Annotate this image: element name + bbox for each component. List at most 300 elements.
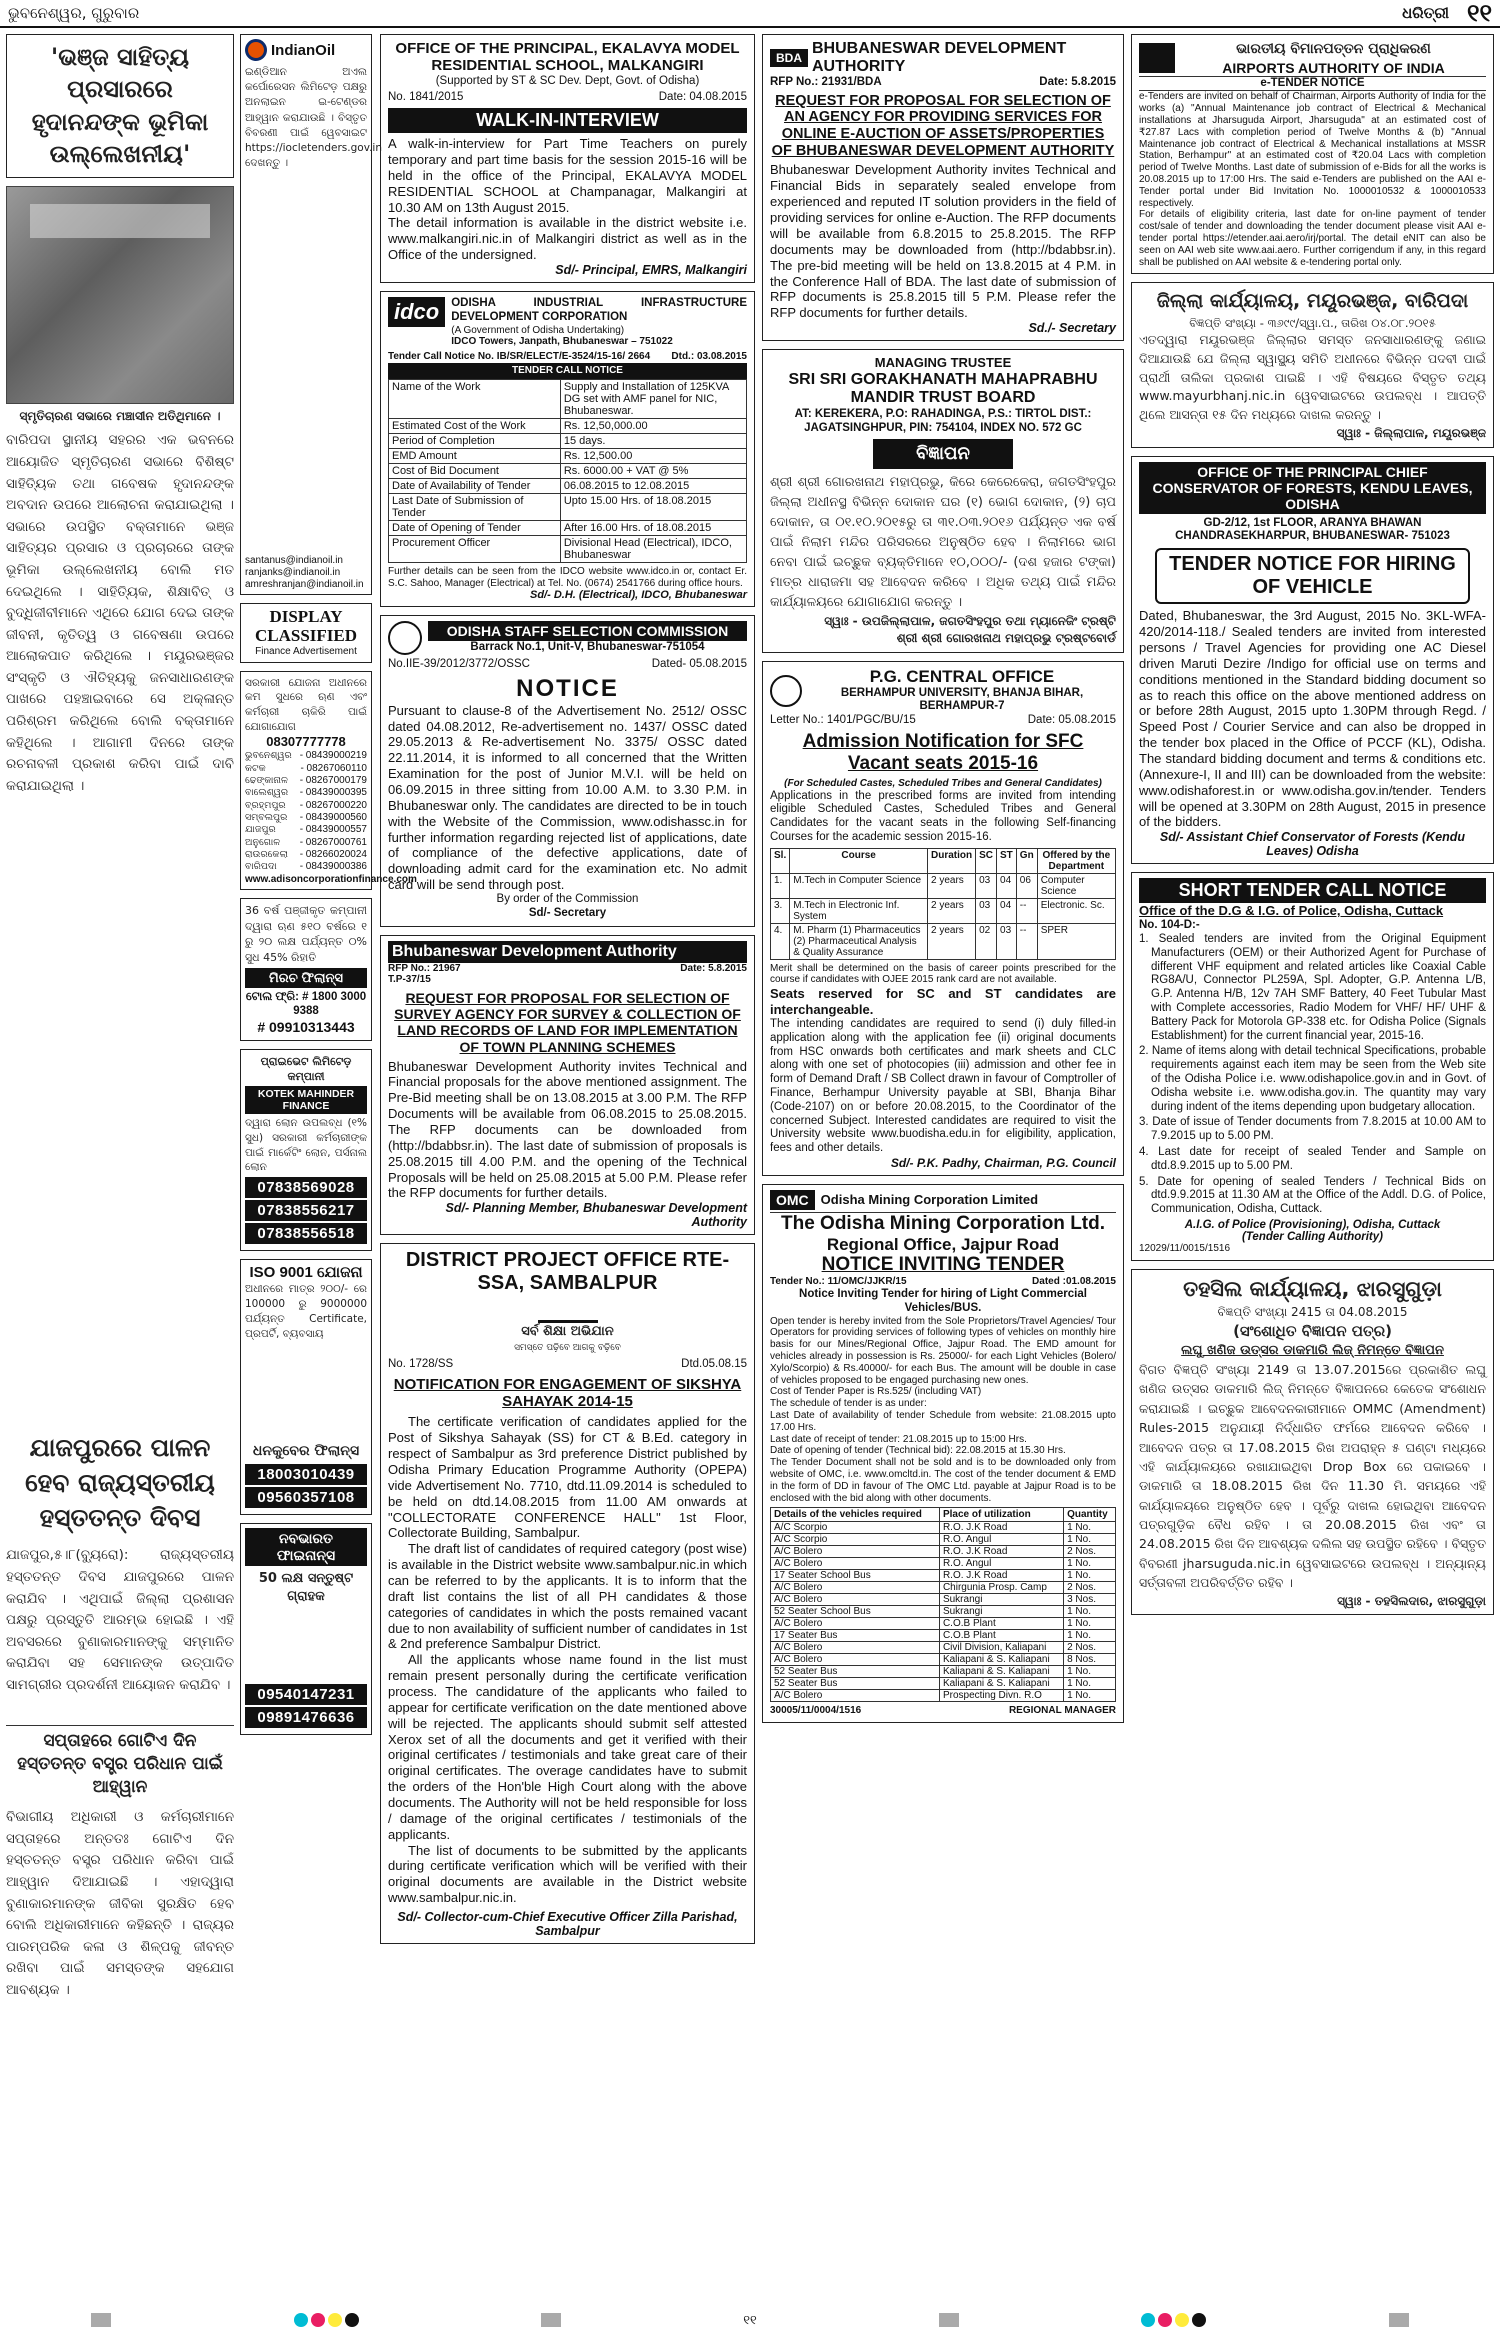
branch-phone: - 08266020024 [299, 848, 367, 860]
table-cell: A/C Bolero [771, 1582, 940, 1594]
indianoil-contact-3: amreshranjan@indianoil.in [245, 578, 364, 590]
rte-logo-sub: ସମସ୍ତେ ପଢ଼ିବେ ଆଗକୁ ବଢ଼ିବେ [514, 1342, 621, 1353]
table-cell: 1 No. [1064, 1630, 1116, 1642]
rte-notice [380, 1243, 755, 1944]
table-row [389, 448, 747, 463]
branch-place: କଟକ [245, 762, 266, 774]
iso-phones [245, 1464, 367, 1508]
table-cell: 1 No. [1064, 1558, 1116, 1570]
pg-sub: BERHAMPUR UNIVERSITY, BHANJA BIHAR, BERHAMPUR-7 [840, 686, 1084, 713]
idco-addr: IDCO Towers, Janpath, Bhubaneswar – 751022 [451, 336, 673, 348]
omc-body: Open tender is hereby invited from the Sole Proprietors/Travel Agencies/ Tour Operators for providing services of following types of vehicles on monthly hire basis for our Mines/Regional Office, Jajpur Road. The EMD amount for vehicles already in possession is Rs. 25000/- for each Light Vehicles (Bolero/ Xylo/Scorpio) & Rs.40000/- for each Bus. The amount will be double in case of vehicles proposed to be engaged purchasing new ones. [770, 1315, 1116, 1386]
ossc-date: Dated- 05.08.2015 [651, 658, 747, 671]
table-cell: A/C Bolero [771, 1594, 940, 1606]
news-photo [6, 186, 234, 404]
table-row [771, 1522, 1116, 1534]
table-row [771, 1618, 1116, 1630]
jharsuguda-title: ତହସିଲ କାର୍ଯ୍ୟାଳୟ, ଝାରସୁଗୁଡ଼ା [1183, 1276, 1442, 1301]
table-cell: 1 No. [1064, 1678, 1116, 1690]
table-cell: R.O. Angul [939, 1558, 1063, 1570]
iso-head: ISO 9001 ଯୋଜନା [249, 1264, 363, 1282]
omc-no: Tender No.: 11/OMC/JJKR/15 [770, 1276, 907, 1288]
bda1-sign: Sd./- Secretary [1028, 321, 1116, 336]
table-row [771, 1546, 1116, 1558]
omc-code: 30005/11/0004/1516 [770, 1705, 862, 1717]
omc-cost: Cost of Tender Paper is Rs.525/ (including VAT) [770, 1386, 982, 1398]
loan-site: www.adisoncorporationfinance.com [245, 873, 417, 885]
table-cell: -- [1016, 898, 1037, 923]
display-classified-sub: Finance Advertisement [255, 645, 357, 657]
list-item: 3. Date of issue of Tender documents from 7.8.2015 at 10.00 AM to 7.9.2015 up to 5.00 PM. [1139, 1116, 1486, 1143]
table-row [771, 1570, 1116, 1582]
table-cell: R.O. J.K Road [939, 1546, 1063, 1558]
indianoil-logo-icon [245, 39, 267, 61]
branch-place: ସମ୍ବଲପୁର [245, 811, 288, 823]
display-classified-title: DISPLAY CLASSIFIED [254, 607, 358, 646]
omc-last: Last Date of availability of tender Schedule from website: 21.08.2015 upto 17.00 Hrs. [770, 1409, 1116, 1433]
table-cell-value: Divisional Head (Electrical), IDCO, Bhubaneswar [560, 535, 746, 562]
gray-swatch-icon [939, 2313, 959, 2327]
kotak-head: ପ୍ରାଇଭେଟ ଲିମିଟେଡ଼ କମ୍ପାନୀ [260, 1054, 352, 1084]
idco-logo: idco [388, 297, 445, 327]
table-cell-key: Procurement Officer [389, 535, 561, 562]
mirada-text: 36 ବର୍ଷ ପଞ୍ଜୀକୃତ କମ୍ପାନୀ ଦ୍ୱାରା ଋଣ ୫୧୦ ବର୍ଷରେ ୧ ରୁ ୨୦ ଲକ୍ଷ ପର୍ଯ୍ୟନ୍ତ ୦% ସୁଧ 45% ରିହାତି [245, 904, 367, 964]
branch-phone: - 08439000219 [299, 750, 367, 762]
aai-notice [1131, 34, 1494, 274]
police-no: No. 104-D:- [1139, 919, 1200, 932]
phone-number: 07838569028 [245, 1177, 367, 1198]
table-cell-key: Date of Opening of Tender [389, 520, 561, 535]
iso-name: ଧନକୁବେର ଫିଲାନ୍ସ [252, 1443, 360, 1460]
footer-page-number: ୧୧ [743, 2312, 757, 2328]
omc-table [770, 1507, 1116, 1702]
table-cell: 04 [997, 898, 1017, 923]
omc-heading: NOTICE INVITING TENDER [821, 1254, 1065, 1276]
table-header-cell: Quantity [1064, 1508, 1116, 1522]
branch-phone: - 08439000386 [299, 861, 367, 873]
table-cell: 06 [1016, 873, 1037, 898]
idco-notice-no: Tender Call Notice No. IB/SR/ELECT/E-3524/15-16/ 2664 [388, 351, 651, 363]
table-cell: R.O. J.K Road [939, 1570, 1063, 1582]
pg-heading: Admission Notification for SFC Vacant seats 2015-16 [802, 731, 1084, 774]
rte-logo-text: ସର୍ବ ଶିକ୍ଷା ଅଭିଯାନ [521, 1324, 614, 1340]
gorakhnath-notice [762, 349, 1124, 653]
indianoil-text: ଇଣ୍ଡିଆନ ଅଏଲ କର୍ପୋରେସନ ଲିମିଟେଡ଼ ପକ୍ଷରୁ ଅନଲାଇନ ଇ-ଟେଣ୍ଡର ଆହ୍ୱାନ କରାଯାଉଛି । ବିସ୍ତୃତ ବିବରଣୀ ପାଇଁ ୱେବସାଇଟ https://iocletenders.gov.in ଦେଖନ୍ତୁ । [245, 66, 383, 170]
pg-title: P.G. CENTRAL OFFICE [869, 667, 1055, 687]
idco-sign: Sd/- D.H. (Electrical), IDCO, Bhubaneswar [530, 589, 747, 602]
police-sign-2: (Tender Calling Authority) [1242, 1230, 1383, 1243]
table-cell: Kaliapani & S. Kaliapani [939, 1666, 1063, 1678]
list-item: 2. Name of items along with detail technical Specifications, probable requirements against each item may be seen from the Web site of the Odisha Police i.e. www.odishapolice.gov.in and in Govt. of Odisha website i.e. www.odisha.gov.in. The quantity may vary during indent of the items depending upon budgetary allocation. [1139, 1045, 1486, 1113]
navbharat-text: 50 ଲକ୍ଷ ସନ୍ତୁଷ୍ଟ ଗ୍ରାହକ [258, 1571, 354, 1605]
table-cell: A/C Bolero [771, 1642, 940, 1654]
phone-number: 09891476636 [245, 1707, 367, 1728]
pg-notice [762, 661, 1124, 1176]
ekalavya-title: OFFICE OF THE PRINCIPAL, EKALAVYA MODEL RESIDENTIAL SCHOOL, MALKANGIRI [395, 40, 740, 75]
branch-phone: - 08439000395 [299, 787, 367, 799]
table-cell: 1 No. [1064, 1534, 1116, 1546]
ossc-sign-1: By order of the Commission [496, 893, 639, 906]
table-cell-value: After 16.00 Hrs. of 18.08.2015 [560, 520, 746, 535]
display-classified [240, 603, 372, 662]
table-cell: 2 Nos. [1064, 1546, 1116, 1558]
table-cell: R.O. J.K Road [939, 1522, 1063, 1534]
pg-sign: Sd/- P.K. Padhy, Chairman, P.G. Council [890, 1155, 1116, 1170]
bda1-title: BHUBANESWAR DEVELOPMENT AUTHORITY [812, 40, 1067, 75]
rte-no: No. 1728/SS [388, 1358, 454, 1371]
table-cell: 3 Nos. [1064, 1594, 1116, 1606]
idco-table [388, 379, 747, 563]
ekalavya-sub: (Supported by ST & SC Dev. Dept, Govt. of Odisha) [435, 74, 700, 87]
forest-heading: TENDER NOTICE FOR HIRING OF VEHICLE [1155, 548, 1470, 604]
table-cell: 2 Nos. [1064, 1582, 1116, 1594]
story-2: ଯାଜପୁର,୫।୮(ବ୍ୟୁରୋ): ରାଜ୍ୟସ୍ତରୀୟ ହସ୍ତତନ୍ତ ଦିବସ ଯାଜପୁରରେ ପାଳନ କରାଯିବ । ଏଥିପାଇଁ ଜିଲ୍ଲା ପ୍ରଶାସନ ପକ୍ଷରୁ ପ୍ରସ୍ତୁତି ଆରମ୍ଭ ହୋଇଛି । ଏହି ଅବସରରେ ବୁଣାକାରମାନଙ୍କୁ ସମ୍ମାନିତ କରାଯିବା ସହ ସେମାନଙ୍କ ଉତ୍ପାଦିତ ସାମଗ୍ରୀର ପ୍ରଦର୍ଶନୀ ଆୟୋଜନ କରାଯିବ । [6, 1547, 234, 1693]
idco-bar: TENDER CALL NOTICE [388, 363, 747, 379]
table-cell: 17 Seater School Bus [771, 1570, 940, 1582]
bda1-rfp: RFP No.: 21931/BDA [770, 76, 882, 88]
table-row [389, 535, 747, 562]
jharsuguda-sub: ଲଘୁ ଖଣିଜ ଉତ୍ସର ଡାକମାରି ଲିଜ୍ ନିମନ୍ତେ ବିଜ୍ଞାପନ [1181, 1342, 1444, 1358]
rte-logo-icon [538, 1299, 598, 1323]
branch-row [245, 812, 367, 824]
table-row [389, 433, 747, 448]
branch-phone: - 08267000761 [299, 836, 367, 848]
branch-place: ଭୁବନେଶ୍ୱର [245, 750, 292, 762]
table-row [771, 873, 1116, 898]
table-cell: SPER [1037, 923, 1115, 959]
forest-sign: Sd/- Assistant Chief Conservator of Forests (Kendu Leaves) Odisha [1159, 830, 1466, 859]
table-cell: A/C Bolero [771, 1618, 940, 1630]
phone-number: 07838556518 [245, 1223, 367, 1244]
table-cell-value: Rs. 6000.00 + VAT @ 5% [560, 463, 746, 478]
table-cell: 1 No. [1064, 1690, 1116, 1702]
iso-ad [240, 1259, 372, 1515]
table-cell: Prospecting Divn. R.O [939, 1690, 1063, 1702]
mirada-ad [240, 898, 372, 1040]
header-date: ଭୁବନେଶ୍ୱର, ଗୁରୁବାର [8, 4, 140, 22]
gorakhnath-addr: AT: KEREKERA, P.O: RAHADINGA, P.S.: TIRTOL DIST.: JAGATSINGHPUR, PIN: 754104, INDEX NO. 572 GC [794, 407, 1092, 434]
cmyk-marks-icon [1141, 2313, 1206, 2327]
table-row [389, 463, 747, 478]
table-header-cell: Sl. [771, 848, 790, 873]
story-3: ବିଭାଗୀୟ ଅଧିକାରୀ ଓ କର୍ମଚାରୀମାନେ ସପ୍ତାହରେ ଅନ୍ତତଃ ଗୋଟିଏ ଦିନ ହସ୍ତତନ୍ତ ବସ୍ତ୍ର ପରିଧାନ କରିବା ପାଇଁ ଆହ୍ୱାନ ଦିଆଯାଇଛି । ଏହାଦ୍ୱାରା ବୁଣାକାରମାନଙ୍କ ଜୀବିକା ସୁରକ୍ଷିତ ହେବ ବୋଲି ଅଧିକାରୀମାନେ କହିଛନ୍ତି । ରାଜ୍ୟର ପାରମ୍ପରିକ କଳା ଓ ଶିଳ୍ପକୁ ଜୀବନ୍ତ ରଖିବା ପାଇଁ ସମସ୍ତଙ୍କ ସହଯୋଗ ଆବଶ୍ୟକ । [6, 1809, 234, 1998]
headline-3: ସପ୍ତାହରେ ଗୋଟିଏ ଦିନ ହସ୍ତତନ୍ତ ବସ୍ତ୍ର ପରିଧାନ ପାଇଁ ଆହ୍ୱାନ [6, 1725, 234, 1799]
ekalavya-no: No. 1841/2015 [388, 91, 464, 104]
table-header-cell: Offered by the Department [1037, 848, 1115, 873]
table-cell: A/C Bolero [771, 1546, 940, 1558]
table-cell: 2 years [928, 898, 976, 923]
branch-list [245, 750, 367, 873]
headline-2: ଯାଜପୁରରେ ପାଳନ ହେବ ରାଜ୍ୟସ୍ତରୀୟ ହସ୍ତତନ୍ତ ଦିବସ [25, 1433, 215, 1533]
table-cell: Computer Science [1037, 873, 1115, 898]
branch-row [245, 750, 367, 762]
table-header-cell: Place of utilization [939, 1508, 1063, 1522]
phone-number: 09540147231 [245, 1684, 367, 1705]
table-row [389, 379, 747, 418]
rte-date: Dtd.05.08.15 [681, 1358, 747, 1371]
pg-body: The intending candidates are required to send (i) duly filled-in application along with the application fee (ii) original documents from HSC onwards both certificates and mark sheets and CLC along with one set of photocopies (iii) admission and other fee in form of Demand Draft / SB Collect drawn in favour of Comptroller of Finance, Berhampur University payable at SBI, Bhanja Bihar (Code-2107) on or before 20.08.2015, to the Coordinator of the concerned Subject. Interested candidates are required to visit the University website www.buodisha.edu.in for eligibility, application, fees and other details. [770, 1018, 1116, 1155]
gorakhnath-body: ଶ୍ରୀ ଶ୍ରୀ ଗୋରଖନାଥ ମହାପ୍ରଭୁ, କିରେ କେରେକେରା, ଜଗତସିଂହପୁର ଜିଲ୍ଲା ଅଧୀନସ୍ଥ ବିଭିନ୍ନ ଦୋକାନ ଘର (୧) ଭୋଗ ଦୋକାନ, (୨) ଚାପ ଦୋକାନ, ତା ୦୧.୧୦.୨୦୧୫ରୁ ତା ୩୧.୦୩.୨୦୧୬ ପର୍ଯ୍ୟନ୍ତ ଏକ ବର୍ଷ ପାଇଁ ନିଲାମ ମନ୍ଦିର ପରିସରରେ ଅନୁଷ୍ଠିତ ହେବ । ନିଲାମରେ ଭାଗ ନେବା ପାଇଁ ଇଚ୍ଛୁକ ବ୍ୟକ୍ତିମାନେ ୧୦,୦୦୦/- (ଦଶ ହଜାର ଟଙ୍କା) ମାତ୍ର ଧାରାଜମା ସହ ଆବେଦନ କରିବେ । ଅଧିକ ତଥ୍ୟ ପାଇଁ ମନ୍ଦିର କାର୍ଯ୍ୟାଳୟରେ ଯୋଗାଯୋଗ କରନ୍ତୁ । [770, 474, 1116, 611]
column-5 [1131, 34, 1494, 2300]
indianoil-contact-2: ranjanks@indianoil.in [245, 566, 341, 578]
pg-intro: Applications in the prescribed forms are invited from intending eligible Scheduled Castes, Scheduled Tribes and General Candidates for the vacant seats in the following Self-financing Courses for the academic session 2015-16. [770, 789, 1116, 843]
table-cell: Kaliapani & S. Kaliapani [939, 1654, 1063, 1666]
table-cell: 2 Nos. [1064, 1642, 1116, 1654]
table-cell-value: 06.08.2015 to 12.08.2015 [560, 478, 746, 493]
table-cell: 1 No. [1064, 1522, 1116, 1534]
table-cell: M. Pharm (1) Pharmaceutics (2) Pharmaceutical Analysis & Quality Assurance [790, 923, 928, 959]
bda2-title: Bhubaneswar Development Authority [388, 941, 747, 963]
navbharat-phones [245, 1684, 367, 1728]
table-cell: 02 [976, 923, 997, 959]
table-cell: 17 Seater Bus [771, 1630, 940, 1642]
omc-sign: REGIONAL MANAGER [1008, 1705, 1116, 1717]
newspaper-name: ଧରିତ୍ରୀ [1402, 4, 1449, 22]
omc-website: The Tender Document shall not be sold and is to be downloaded only from website of OMC, i.e. www.omcltd.in. The cost of the tender document & EMD in the form of DD in favour of The OMC Ltd. payable at Jajpur Road is to be enclosed with the bid along with other documents. [770, 1457, 1116, 1504]
table-cell: C.O.B Plant [939, 1618, 1063, 1630]
branch-phone: - 08267000220 [299, 799, 367, 811]
table-cell: Sukrangi [939, 1606, 1063, 1618]
story-1: ବାରିପଦା ସ୍ଥାନୀୟ ସହରର ଏକ ଭବନରେ ଆୟୋଜିତ ସ୍ମୃତିଚାରଣ ସଭାରେ ବିଶିଷ୍ଟ ସାହିତ୍ୟିକ ତଥା ଗବେଷକ ହୃଦାନନ୍ଦଙ୍କ ଅବଦାନ ଉପରେ ଆଲୋଚନା କରାଯାଇଥିଲା । ସଭାରେ ଉପସ୍ଥିତ ବକ୍ତାମାନେ ଭଞ୍ଜ ସାହିତ୍ୟର ପ୍ରସାର ଓ ପ୍ରଚାରରେ ତାଙ୍କ ଭୂମିକା ଉଲ୍ଲେଖନୀୟ ବୋଲି ମତ ଦେଇଥିଲେ । ସାହିତ୍ୟିକ, ଶିକ୍ଷାବିତ୍ ଓ ବୁଦ୍ଧିଜୀବୀମାନେ ଏଥିରେ ଯୋଗ ଦେଇ ତାଙ୍କ ଜୀବନୀ, କୃତିତ୍ୱ ଓ ଗବେଷଣା ଉପରେ ଆଲୋକପାତ କରିଥିଲେ । ମୟୂରଭଞ୍ଜର ସଂସ୍କୃତି ଓ ଐତିହ୍ୟକୁ ଜନସାଧାରଣଙ୍କ ପାଖରେ ପହଞ୍ଚାଇବାରେ ସେ ଅକ୍ଳାନ୍ତ ପରିଶ୍ରମ କରିଥିଲେ ବୋଲି ବକ୍ତାମାନେ କହିଥିଲେ । ଆଗାମୀ ଦିନରେ ତାଙ୍କ ରଚନାବଳୀ ପ୍ରକାଶ କରିବା ପାଇଁ ଦାବି କରାଯାଇଥିଲା । [6, 432, 234, 794]
table-cell-key: EMD Amount [389, 448, 561, 463]
omc-notice [762, 1184, 1124, 1723]
branch-row [245, 861, 367, 873]
table-row [771, 1630, 1116, 1642]
table-row [771, 923, 1116, 959]
table-cell-value: Rs. 12,50,000.00 [560, 418, 746, 433]
ossc-body: Pursuant to clause-8 of the Advertisement No. 2512/ OSSC dated 04.08.2012, Re-advertisement no. 1437/ OSSC dated 29.05.2013 & Re-advertisement No. 3375/ OSSC dated 22.11.2014, it is informed to all concerned that the Written Examination for the post of Junior M.V.I. will be held on 06.09.2015 in three sitting from 10.00 A.M. to 3.30 P.M. in Bhubaneswar only. The candidates are directed to be in touch with the Website of the Commission, www.odishassc.in for further information regarding rejected list of applications, date of compliance of the defective applications, date of downloading admit card for the examination etc. No admit card will be send through post. [388, 702, 747, 893]
table-cell: R.O. Angul [939, 1534, 1063, 1546]
headline-box [6, 34, 234, 178]
jharsuguda-body: ବିଗତ ବିଜ୍ଞପ୍ତି ସଂଖ୍ୟା 2149 ତା 13.07.2015ରେ ପ୍ରକାଶିତ ଲଘୁ ଖଣିଜ ଉତ୍ସର ଡାକମାରି ଲିଜ୍ ନିମନ୍ତେ ବିଜ୍ଞାପନରେ କେତେକ ସଂଶୋଧନ କରାଯାଇଛି । ଇଚ୍ଛୁକ ଆବେଦନକାରୀମାନେ OMMC (Amendment) Rules-2015 ଅନୁଯାୟୀ ନିର୍ଦ୍ଧାରିତ ଫର୍ମରେ ଆବେଦନ କରିବେ । ଆବେଦନ ପତ୍ର ତା 17.08.2015 ରିଖ ଅପରାହ୍ନ ୫ ଘଣ୍ଟା ମଧ୍ୟରେ ଏହି କାର୍ଯ୍ୟାଳୟରେ ରଖାଯାଇଥିବା Drop Box ରେ ପକାଇବେ । ଡାକମାରି ତା 18.08.2015 ରିଖ ଦିନ 11.30 ମି. ସମୟରେ ଏହି କାର୍ଯ୍ୟାଳୟରେ ଅନୁଷ୍ଠିତ ହେବ । ପୂର୍ବରୁ ଦାଖଲ ହୋଇଥିବା ଆବେଦନ ପତ୍ରଗୁଡ଼ିକ ବୈଧ ରହିବ । ତା 20.08.2015 ରିଖ ଏବଂ ତା 24.08.2015 ରିଖ ଦିନ ଆବଶ୍ୟକ ଦଲିଲ ସହ ଉପସ୍ଥିତ ରହିବେ । ବିସ୍ତୃତ ବିବରଣୀ jharsuguda.nic.in ୱେବସାଇଟରେ ଉପଲବ୍ଧ । ଅନ୍ୟାନ୍ୟ ସର୍ତ୍ତାବଳୀ ଅପରିବର୍ତ୍ତିତ ରହିବ । [1139, 1362, 1486, 1591]
branch-phone: - 08267060110 [300, 762, 367, 774]
ekalavya-sign: Sd/- Principal, EMRS, Malkangiri [555, 262, 747, 277]
branch-row [245, 824, 367, 836]
police-code: 12029/11/0015/1516 [1139, 1242, 1231, 1254]
idco-footer: Further details can be seen from the IDCO website www.idco.in or, contact Er. S.C. Sahoo, Manager (Electrical) at Tel. No. (0674) 2541766 during office hours. [388, 565, 747, 589]
print-marks [0, 2308, 1500, 2332]
mayurbhanj-body: ଏତଦ୍ୱାରା ମୟୂରଭଞ୍ଜ ଜିଲ୍ଲାର ସମସ୍ତ ଜନସାଧାରଣଙ୍କୁ ଜଣାଇ ଦିଆଯାଉଛି ଯେ ଜିଲ୍ଲା ସ୍ୱାସ୍ଥ୍ୟ ସମିତି ଅଧୀନରେ ବିଭିନ୍ନ ପଦବୀ ପାଇଁ ପ୍ରାର୍ଥୀ ତାଲିକା ପ୍ରକାଶ ପାଇଛି । ଏହି ବିଷୟରେ ବିସ୍ତୃତ ତଥ୍ୟ www.mayurbhanj.nic.in ୱେବସାଇଟରେ ଉପଲବ୍ଧ । ଆପତ୍ତି ଥିଲେ ଆସନ୍ତା ୧୫ ଦିନ ମଧ୍ୟରେ ଦାଖଲ କରନ୍ତୁ । [1139, 332, 1486, 423]
table-header-cell: ST [997, 848, 1017, 873]
ossc-sign-2: Sd/- Secretary [528, 906, 607, 919]
table-cell: 8 Nos. [1064, 1654, 1116, 1666]
branch-place: ବାରିପଦା [245, 861, 277, 873]
university-emblem-icon [770, 675, 802, 707]
ekalavya-body-2: The detail information is available in the district website i.e. www.malkangiri.nic.in of Malkangiri district as well as in the Office of the undersigned. [388, 215, 747, 263]
cmyk-marks-icon [294, 2313, 359, 2327]
kotak-phones [245, 1177, 367, 1244]
iso-text: ଅଧୀନରେ ମାତ୍ର ୨୦୦/- ରେ 100000 ରୁ 9000000 ପର୍ଯ୍ୟନ୍ତ Certificate, ପ୍ରପର୍ଟି, ବ୍ୟବସାୟ [245, 1283, 367, 1340]
phone-number: 07838556217 [245, 1200, 367, 1221]
table-cell: 52 Seater Bus [771, 1678, 940, 1690]
branch-phone: - 08439000557 [299, 824, 367, 836]
table-cell: 1. [771, 873, 790, 898]
phone-number: 18003010439 [245, 1464, 367, 1485]
table-cell: Civil Division, Kaliapani [939, 1642, 1063, 1654]
branch-row [245, 849, 367, 861]
table-header-cell: Duration [928, 848, 976, 873]
kotak-ad [240, 1049, 372, 1252]
idco-title: ODISHA INDUSTRIAL INFRASTRUCTURE DEVELOPMENT CORPORATION [451, 296, 747, 323]
photo-caption: ସ୍ମୃତିଚାରଣ ସଭାରେ ମଞ୍ଚାସୀନ ଅତିଥିମାନେ । [19, 408, 221, 423]
ossc-no: No.IIE-39/2012/3772/OSSC [388, 658, 530, 671]
table-cell: C.O.B Plant [939, 1630, 1063, 1642]
police-heading: SHORT TENDER CALL NOTICE [1139, 878, 1486, 903]
branch-place: ରାଉରକେଲା [245, 848, 288, 860]
rte-sign: Sd/- Collector-cum-Chief Executive Officer Zilla Parishad, Sambalpur [397, 1910, 738, 1939]
loan-intro: ସରକାରୀ ଯୋଜନା ଅଧୀନରେ କମ ସୁଧରେ ଋଣ ଏବଂ କର୍ମଚାରୀ ଚାକିରି ପାଇଁ ଯୋଗାଯୋଗ [245, 676, 367, 733]
gray-swatch-icon [1389, 2313, 1409, 2327]
table-row [771, 1558, 1116, 1570]
ekalavya-date: Date: 04.08.2015 [658, 91, 747, 104]
rte-p2: The draft list of candidates of required category (post wise) is available in the District website www.sambalpur.nic.in which can be referred to by the applicants. It is to inform that the draft list contains the list of all PH candidates & those categories of candidates in which the posts remained vacant due to non availability of sufficient number of candidates in 1st & 2nd preference Sambalpur District. [388, 1541, 747, 1652]
list-item: 1. Sealed tenders are invited from the Original Equipment Manufacturers (OEM) or their Authorized Agent for Purchase of different VHF equipment and related articles like Coaxial Cable RG8A/U, Connector PL259A, Spl. Adopter, G.P. Antenna L/B, G.P. Antenna H/B, 12v 7AH SMF Battery, 40 Feet Tubular Mast with Complete accessories, Radio Modem for VHF/ HF/ UHF & Battery Pack for Motorola GP-338 etc. for Odisha Police (Signals Establishment) for the current financial year, 2015-16. [1139, 932, 1486, 1042]
ossc-heading: NOTICE [516, 675, 619, 703]
table-cell-key: Cost of Bid Document [389, 463, 561, 478]
table-cell: -- [1016, 923, 1037, 959]
gorakhnath-sign-2: ଶ୍ରୀ ଶ୍ରୀ ଗୋରଖନାଥ ମହାପ୍ରଭୁ ଟ୍ରଷ୍ଟବୋର୍ଡ [896, 631, 1116, 646]
ossc-notice [380, 615, 755, 926]
table-cell: 04 [997, 873, 1017, 898]
branch-row [245, 775, 367, 787]
idco-sub: (A Government of Odisha Undertaking) [451, 324, 625, 336]
bda-logo-icon: BDA [770, 49, 808, 67]
branch-row [245, 837, 367, 849]
column-1 [6, 34, 234, 2300]
bda1-date: Date: 5.8.2015 [1039, 76, 1116, 88]
bda2-sign: Sd/- Planning Member, Bhubaneswar Development Authority [445, 1201, 747, 1230]
rte-heading: NOTIFICATION FOR ENGAGEMENT OF SIKSHYA SAHAYAK 2014-15 [393, 1375, 742, 1411]
police-sub: Office of the D.G & I.G. of Police, Odisha, Cuttack [1139, 903, 1444, 919]
rte-title: DISTRICT PROJECT OFFICE RTE-SSA, SAMBALPUR [405, 1249, 730, 1295]
branch-row [245, 800, 367, 812]
phone-number: 09560357108 [245, 1487, 367, 1508]
aai-body-2: For details of eligibility criteria, last date for on-line payment of tender cost/sale of tender and downloading the tender document please visit AAI e-tender portal https://etender.aai.aero/irj/portal. The detail eNIT can also be seen on AAI web site www.aai.aero. Further corrigendum if any, in this regard shall be published on AAI website & e-tendering portal only. [1139, 209, 1486, 268]
table-row [771, 1690, 1116, 1702]
column-3 [380, 34, 755, 2300]
page-number: ୧୧ [1466, 0, 1492, 27]
loan-phone: 08307777778 [266, 734, 346, 750]
table-cell: A/C Scorpio [771, 1522, 940, 1534]
aai-title-od: ଭାରତୀୟ ବିମାନପତ୍ତନ ପ୍ରାଧିକରଣ [1236, 41, 1431, 57]
indianoil-ad [240, 34, 383, 595]
bda2-rfp: RFP No.: 21967 [388, 962, 461, 974]
ekalavya-heading: WALK-IN-INTERVIEW [388, 108, 747, 133]
table-cell: 03 [976, 873, 997, 898]
loan-ad [240, 671, 417, 891]
forest-addr: GD-2/12, 1st FLOOR, ARANYA BHAWAN CHANDRASEKHARPUR, BHUBANESWAR- 751023 [1175, 516, 1450, 543]
table-cell-key: Estimated Cost of the Work [389, 418, 561, 433]
branch-phone: - 08439000560 [299, 811, 367, 823]
omc-title: The Odisha Mining Corporation Ltd. [780, 1212, 1106, 1234]
omc-opening: Date of opening of tender (Technical bid): 22.08.2015 at 15.30 Hrs. [770, 1445, 1066, 1457]
table-row [389, 520, 747, 535]
table-cell: 1 No. [1064, 1618, 1116, 1630]
table-cell: 4. [771, 923, 790, 959]
jharsuguda-sign: ସ୍ୱାଃ - ତହସିଲଦାର, ଝାରସୁଗୁଡ଼ା [1337, 1593, 1486, 1608]
table-row [771, 1666, 1116, 1678]
headline: 'ଭଞ୍ଜ ସାହିତ୍ୟ ପ୍ରସାରରେ ହୃଦାନନ୍ଦଙ୍କ ଭୂମିକା ଉଲ୍ଲେଖନୀୟ' [31, 43, 209, 169]
table-row [771, 1678, 1116, 1690]
table-cell: M.Tech in Electronic Inf. System [790, 898, 928, 923]
table-header-cell: Course [790, 848, 928, 873]
table-row [771, 1534, 1116, 1546]
table-cell-key: Period of Completion [389, 433, 561, 448]
omc-brand: Odisha Mining Corporation Limited [820, 1192, 1039, 1208]
list-item: 4. Last date for receipt of sealed Tender and Sample on dtd.8.9.2015 up to 5.00 PM. [1139, 1145, 1486, 1172]
omc-logo: OMC [770, 1190, 815, 1210]
police-items [1139, 933, 1486, 1217]
ossc-emblem-icon [388, 621, 422, 655]
table-row [771, 1642, 1116, 1654]
rte-p1: The certificate verification of candidates applied for the Post of Sikshya Sahayak (SS) for CT & B.Ed. category in respect of Sambalpur as 3rd preference District published by Odisha Primary Education Programme Authority (OPEPA) vide Advertisement No. 7710, dtd.11.09.2014 is scheduled to be held on dtd.14.08.2015 from 11.00 AM onwards at "COLLECTORATE CONFERENCE HALL" 1st Floor, Collectorate Building, Sambalpur. [388, 1414, 747, 1541]
forest-notice [1131, 456, 1494, 865]
pg-sub2: (For Scheduled Castes, Scheduled Tribes and General Candidates) [784, 777, 1102, 789]
pg-letter: Letter No.: 1401/PGC/BU/15 [770, 714, 916, 727]
table-row [771, 1654, 1116, 1666]
idco-notice [380, 291, 755, 607]
mirada-name: ମିରଚ ଫିଲାନ୍ସ [245, 968, 367, 988]
branch-row [245, 763, 367, 775]
forest-title: OFFICE OF THE PRINCIPAL CHIEF CONSERVATOR OF FORESTS, KENDU LEAVES, ODISHA [1139, 462, 1486, 514]
gorakhnath-pre: MANAGING TRUSTEE [874, 355, 1012, 371]
bda2-heading: REQUEST FOR PROPOSAL FOR SELECTION OF SURVEY AGENCY FOR SURVEY & COLLECTION OF LAND RECORDS OF LAND FOR IMPLEMENTATION OF TOWN PLANNING SCHEMES [394, 990, 741, 1055]
table-cell: Kaliapani & S. Kaliapani [939, 1678, 1063, 1690]
police-sign-1: A.I.G. of Police (Provisioning), Odisha, Cuttack [1184, 1218, 1441, 1231]
ossc-title: ODISHA STAFF SELECTION COMMISSION [428, 621, 747, 641]
table-cell: 03 [997, 923, 1017, 959]
table-row [771, 1582, 1116, 1594]
indianoil-contact: santanus@indianoil.in [245, 555, 343, 566]
gray-swatch-icon [91, 2313, 111, 2327]
table-cell: A/C Bolero [771, 1654, 940, 1666]
bda2-date: Date: 5.8.2015 [680, 962, 747, 974]
omc-receipt: Last date of receipt of tender: 21.08.2015 up to 15:00 Hrs. [770, 1433, 1027, 1445]
bda2-tp: T.P-37/15 [388, 974, 431, 986]
police-notice [1131, 872, 1494, 1260]
gorakhnath-title: SRI SRI GORAKHANATH MAHAPRABHU MANDIR TRUST BOARD [788, 370, 1098, 407]
ossc-addr: Barrack No.1, Unit-V, Bhubaneswar-751054 [470, 641, 705, 654]
aai-title: AIRPORTS AUTHORITY OF INDIA [1222, 59, 1445, 76]
pg-note: Merit shall be determined on the basis of career points prescribed for the course if candidates with OJEE 2015 rank card are not available. [770, 962, 1116, 986]
table-cell: 1 No. [1064, 1666, 1116, 1678]
table-cell: 03 [976, 898, 997, 923]
bda-eauction-notice [762, 34, 1124, 341]
branch-phone: - 08267000179 [299, 774, 367, 786]
page-header [0, 0, 1500, 28]
table-row [771, 898, 1116, 923]
table-cell: 52 Seater Bus [771, 1666, 940, 1678]
branch-place: ବାଲେଶ୍ୱର [245, 787, 289, 799]
table-cell: Electronic. Sc. [1037, 898, 1115, 923]
kotak-name: KOTEK MAHINDER FINANCE [245, 1086, 367, 1114]
branch-place: ଢେଙ୍କାନାଳ [245, 774, 288, 786]
mayurbhanj-no: ବିଜ୍ଞପ୍ତି ସଂଖ୍ୟା - ୩୬୯୯/ସ୍ୱା.ପ., ତାରିଖ ୦୪.୦୮.୨୦୧୫ [1189, 316, 1436, 331]
table-row [389, 478, 747, 493]
branch-place: ବ୍ରହ୍ମପୁର [245, 799, 286, 811]
mirada-phone-2: # 09910313443 [257, 1018, 355, 1035]
table-cell: 2 years [928, 923, 976, 959]
table-row [389, 493, 747, 520]
table-cell-key: Last Date of Submission of Tender [389, 493, 561, 520]
rte-p4: The list of documents to be submitted by the applicants during certificate verification which will be verified with their original documents are available in the District website www.sambalpur.nic.in. [388, 1842, 747, 1906]
gray-swatch-icon [541, 2313, 561, 2327]
table-cell-key: Name of the Work [389, 379, 561, 418]
mayurbhanj-sign: ସ୍ୱାଃ - ଜିଲ୍ଲାପାଳ, ମୟୂରଭଞ୍ଜ [1336, 425, 1486, 440]
table-cell-value: 15 days. [560, 433, 746, 448]
aai-body: e-Tenders are invited on behalf of Chairman, Airports Authority of India for the works (a) "Annual Maintenance job contract of Electrical & Mechanical installations at Jharsuguda Airport, Jharsuguda" at an estimated cost of ₹27.87 Lacs with completion period of Twelve Months & (b) "Annual Maintenance job contract of Electrical & Mechanical installations at MSSR Station, Berhampur" at an estimated cost of ₹20.04 Lacs with completion period of Twelve Months. Last date of submission of e-Bids for all the works is 20.08.2015 up to 17:00 Hrs. The said e-Tenders are published on the AAI e-Tender portal under Bid Invitation No. 1000010532 & 1000010533 respectively. [1139, 91, 1486, 209]
pg-date: Date: 05.08.2015 [1027, 714, 1116, 727]
